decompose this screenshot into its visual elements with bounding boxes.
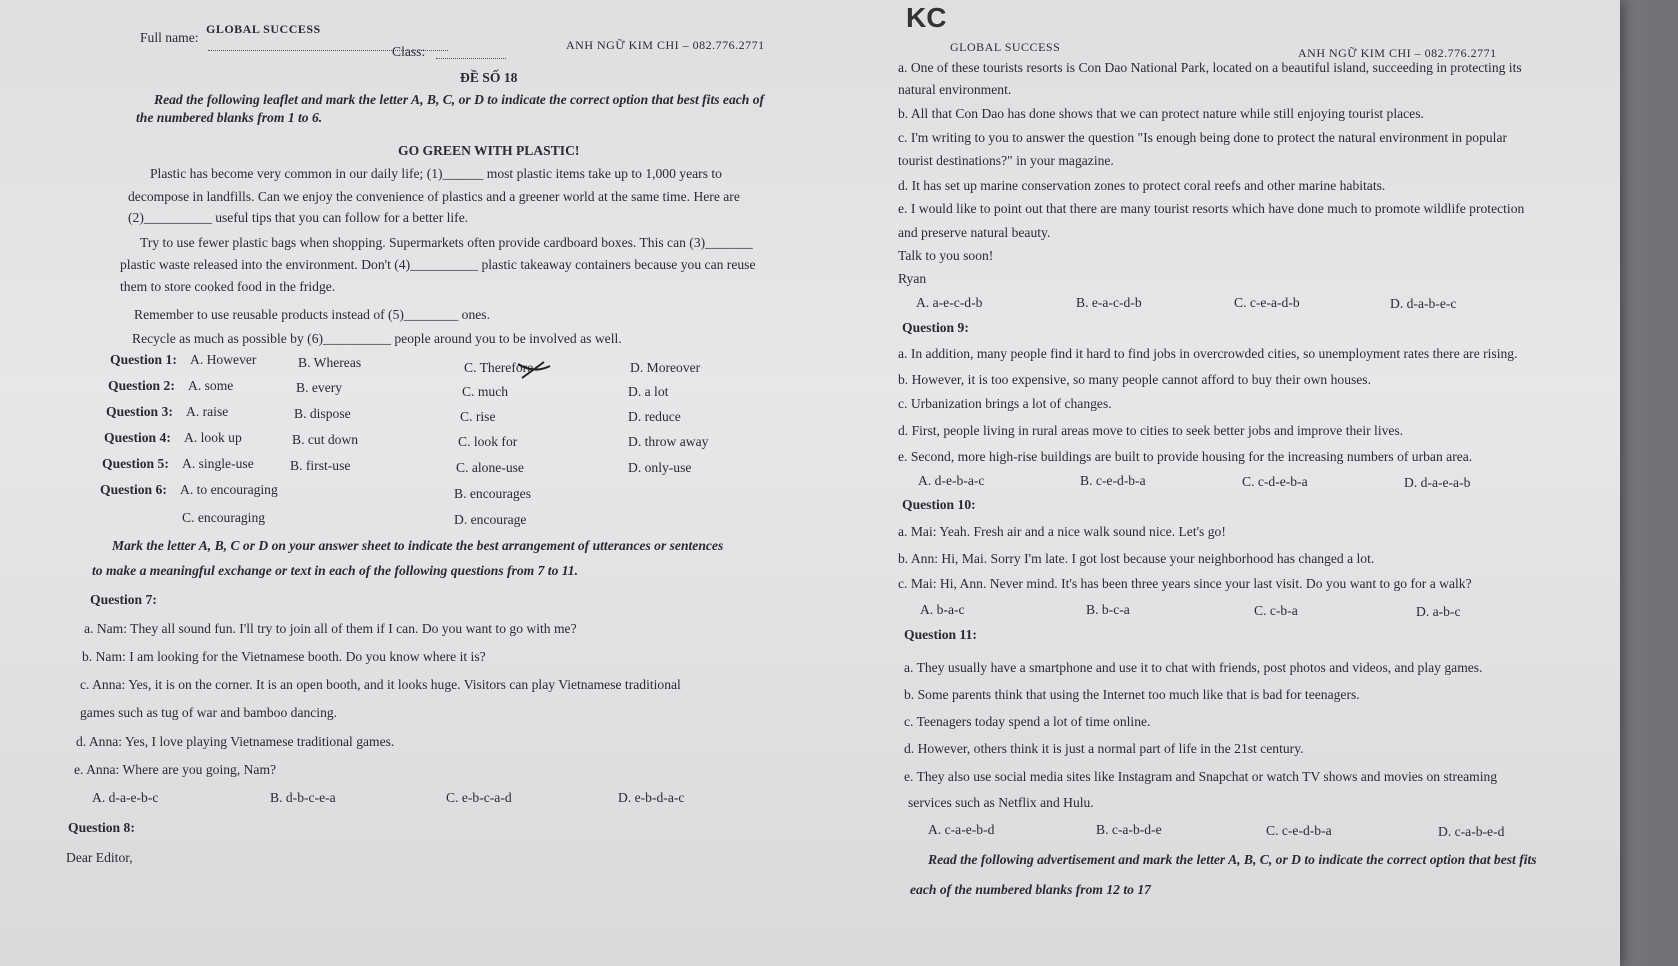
option-d[interactable]: D. reduce (628, 409, 681, 424)
question-11-label: Question 11: (904, 627, 977, 642)
option-b[interactable]: B. e-a-c-d-b (1076, 295, 1142, 310)
option-c[interactable]: C. c-d-e-b-a (1242, 474, 1308, 489)
question-label: Question 1: (110, 352, 177, 367)
option-c[interactable]: C. encouraging (182, 510, 266, 525)
option-d[interactable]: D. throw away (628, 434, 709, 449)
instruction-3-line-1: Read the following advertisement and mark the letter A, B, C, or D to indicate the correct option that best fits (928, 852, 1537, 867)
kc-logo: KC (906, 2, 947, 33)
option-a[interactable]: A. However (190, 352, 257, 367)
instruction-3-line-2: each of the numbered blanks from 12 to 17 (910, 882, 1151, 897)
option-b[interactable]: B. every (296, 380, 343, 395)
center-name: ANH NGỮ KIM CHI – 082.776.2771 (566, 38, 765, 52)
question-10-label: Question 10: (902, 497, 976, 512)
q8-item-e-line-2: and preserve natural beauty. (898, 225, 1051, 240)
full-name-label: Full name: (140, 30, 199, 45)
option-c[interactable]: C. c-e-a-d-b (1234, 295, 1300, 310)
q9-item-b: b. However, it is too expensive, so many people cannot afford to buy their own houses. (898, 372, 1371, 387)
option-b[interactable]: B. cut down (292, 432, 359, 447)
option-d[interactable]: D. encourage (454, 512, 527, 527)
pen-mark-icon (516, 360, 552, 380)
q9-item-e: e. Second, more high-rise buildings are built to provide housing for the increasing numbers of urban area. (898, 449, 1473, 464)
class-blank (436, 56, 506, 59)
option-b[interactable]: B. d-b-c-e-a (270, 790, 336, 805)
option-d[interactable]: D. c-a-b-e-d (1438, 824, 1505, 839)
option-d[interactable]: D. Moreover (630, 360, 701, 375)
option-b[interactable]: B. c-a-b-d-e (1096, 822, 1162, 837)
q8-item-b: b. All that Con Dao has done shows that we can protect nature while still enjoying tourist places. (898, 106, 1424, 121)
center-name: ANH NGỮ KIM CHI – 082.776.2771 (1298, 46, 1497, 60)
q8-item-d: d. It has set up marine conservation zones to protect coral reefs and other marine habitats. (898, 178, 1386, 193)
q7-item-d: d. Anna: Yes, I love playing Vietnamese traditional games. (76, 734, 395, 749)
leaflet-line-4: Try to use fewer plastic bags when shopping. Supermarkets often provide cardboard boxes. This can (3)_______ (140, 235, 753, 250)
leaflet-line-8: Recycle as much as possible by (6)__________ people around you to be involved as well. (132, 331, 622, 346)
q11-item-c: c. Teenagers today spend a lot of time online. (904, 714, 1151, 729)
q7-item-a: a. Nam: They all sound fun. I'll try to join all of them if I can. Do you want to go with me? (84, 621, 577, 636)
q11-item-d: d. However, others think it is just a normal part of life in the 21st century. (904, 741, 1304, 756)
instruction-2-line-2: to make a meaningful exchange or text in each of the following questions from 7 to 11. (92, 563, 579, 578)
leaflet-title: GO GREEN WITH PLASTIC! (398, 143, 580, 158)
option-c[interactable]: C. c-b-a (1254, 603, 1298, 618)
option-a[interactable]: A. single-use (182, 456, 254, 471)
option-c[interactable]: C. alone-use (456, 460, 524, 475)
option-a[interactable]: A. a-e-c-d-b (916, 295, 983, 310)
option-d[interactable]: D. d-a-b-e-c (1390, 296, 1457, 311)
q9-item-a: a. In addition, many people find it hard to find jobs in overcrowded cities, so unemployment rates there are rising. (898, 346, 1518, 361)
q10-item-a: a. Mai: Yeah. Fresh air and a nice walk sound nice. Let's go! (898, 524, 1226, 539)
option-c[interactable]: C. rise (460, 409, 496, 424)
question-label: Question 2: (108, 378, 175, 393)
option-b[interactable]: B. dispose (294, 406, 351, 421)
q11-item-e-line-2: services such as Netflix and Hulu. (908, 795, 1094, 810)
q7-item-e: e. Anna: Where are you going, Nam? (74, 762, 277, 777)
instruction-1-line-2: the numbered blanks from 1 to 6. (136, 110, 323, 125)
option-b[interactable]: B. first-use (290, 458, 351, 473)
q7-item-c-line-1: c. Anna: Yes, it is on the corner. It is an open booth, and it looks huge. Visitors can play Vietnamese traditional (80, 677, 681, 692)
option-b[interactable]: B. b-c-a (1086, 602, 1130, 617)
question-9-label: Question 9: (902, 320, 969, 335)
exam-title: ĐỀ SỐ 18 (460, 70, 518, 85)
option-c[interactable]: C. look for (458, 434, 518, 449)
q8-item-c-line-1: c. I'm writing to you to answer the question "Is enough being done to protect the natural environment in popular (898, 130, 1508, 145)
q10-item-c: c. Mai: Hi, Ann. Never mind. It's has been three years since your last visit. Do you want to go for a walk? (898, 576, 1472, 591)
q11-item-b: b. Some parents think that using the Internet too much like that is bad for teenagers. (904, 687, 1360, 702)
leaflet-line-2: decompose in landfills. Can we enjoy the convenience of plastics and a greener world at the same time. Here are (128, 189, 740, 204)
option-b[interactable]: B. c-e-d-b-a (1080, 473, 1146, 488)
option-c[interactable]: C. Therefore (464, 360, 534, 375)
question-label: Question 6: (100, 482, 167, 497)
option-a[interactable]: A. to encouraging (180, 482, 278, 497)
brand-label: GLOBAL SUCCESS (950, 40, 1061, 54)
option-c[interactable]: C. e-b-c-a-d (446, 790, 512, 805)
option-d[interactable]: D. only-use (628, 460, 692, 475)
option-a[interactable]: A. some (188, 378, 234, 393)
leaflet-line-5: plastic waste released into the environment. Don't (4)__________ plastic takeaway containers because you can reuse (120, 257, 756, 272)
q8-item-e-line-1: e. I would like to point out that there are many tourist resorts which have done much to promote wildlife protection (898, 201, 1525, 216)
option-a[interactable]: A. raise (186, 404, 229, 419)
question-label: Question 3: (106, 404, 173, 419)
option-c[interactable]: C. much (462, 384, 509, 399)
q8-item-c-line-2: tourist destinations?" in your magazine. (898, 153, 1114, 168)
class-label: Class: (392, 44, 426, 59)
brand-label: GLOBAL SUCCESS (206, 22, 321, 36)
leaflet-line-7: Remember to use reusable products instead of (5)________ ones. (134, 307, 490, 322)
option-d[interactable]: D. a lot (628, 384, 669, 399)
instruction-1-line-1: Read the following leaflet and mark the letter A, B, C, or D to indicate the correct option that best fits each of (154, 92, 765, 107)
q8-closing: Talk to you soon! (898, 248, 994, 263)
q8-item-a-line-1: a. One of these tourists resorts is Con Dao National Park, located on a beautiful island, succeeding in protecting its (898, 60, 1522, 75)
option-d[interactable]: D. d-a-e-a-b (1404, 475, 1471, 490)
q9-item-c: c. Urbanization brings a lot of changes. (898, 396, 1112, 411)
question-label: Question 4: (104, 430, 171, 445)
instruction-2-line-1: Mark the letter A, B, C or D on your answer sheet to indicate the best arrangement of utterances or sentences (112, 538, 724, 553)
option-a[interactable]: A. d-e-b-a-c (918, 473, 985, 488)
q7-item-c-line-2: games such as tug of war and bamboo dancing. (80, 705, 338, 720)
option-a[interactable]: A. b-a-c (920, 602, 965, 617)
question-8-label: Question 8: (68, 820, 135, 835)
leaflet-line-6: them to store cooked food in the fridge. (120, 279, 336, 294)
leaflet-line-3: (2)__________ useful tips that you can follow for a better life. (128, 210, 469, 225)
q8-greeting: Dear Editor, (66, 850, 133, 865)
q8-item-a-line-2: natural environment. (898, 82, 1012, 97)
q8-signature: Ryan (898, 271, 927, 286)
leaflet-line-1: Plastic has become very common in our daily life; (1)______ most plastic items take up to 1,000 years to (150, 166, 722, 181)
option-c[interactable]: C. c-e-d-b-a (1266, 823, 1332, 838)
option-d[interactable]: D. a-b-c (1416, 604, 1461, 619)
option-d[interactable]: D. e-b-d-a-c (618, 790, 685, 805)
question-label: Question 5: (102, 456, 169, 471)
q11-item-e-line-1: e. They also use social media sites like Instagram and Snapchat or watch TV shows and movies on streaming (904, 769, 1498, 784)
option-a[interactable]: A. c-a-e-b-d (928, 822, 995, 837)
q11-item-a: a. They usually have a smartphone and use it to chat with friends, post photos and videos, and play games. (904, 660, 1483, 675)
q10-item-b: b. Ann: Hi, Mai. Sorry I'm late. I got lost because your neighborhood has changed a lot. (898, 551, 1375, 566)
q9-item-d: d. First, people living in rural areas move to cities to seek better jobs and improve their lives. (898, 423, 1404, 438)
option-b[interactable]: B. Whereas (298, 355, 362, 370)
option-a[interactable]: A. look up (184, 430, 242, 445)
q7-item-b: b. Nam: I am looking for the Vietnamese booth. Do you know where it is? (82, 649, 486, 664)
option-a[interactable]: A. d-a-e-b-c (92, 790, 159, 805)
option-b[interactable]: B. encourages (454, 486, 532, 501)
question-7-label: Question 7: (90, 592, 157, 607)
